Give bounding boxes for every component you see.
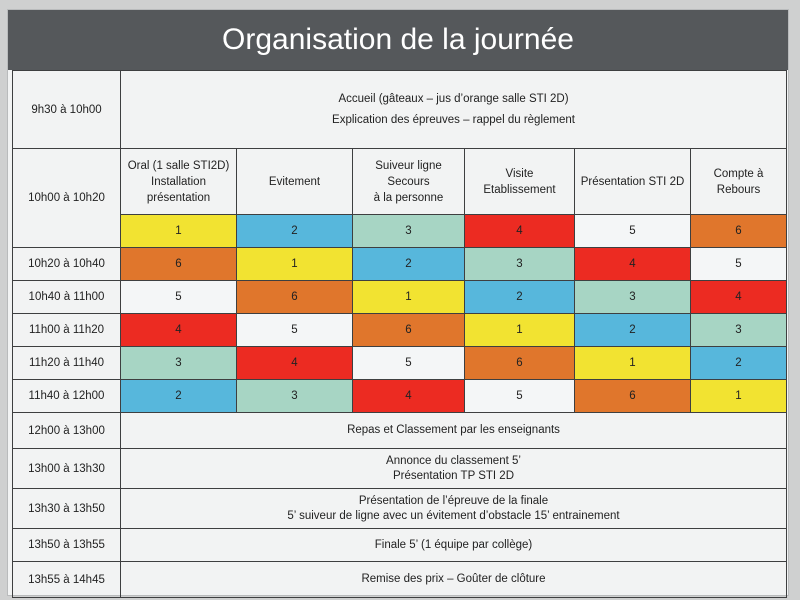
time-slot: 11h00 à 11h20 [13, 314, 121, 347]
group-cell: 4 [465, 215, 575, 248]
activity-header-line: Présentation STI 2D [580, 175, 685, 188]
afternoon-activity [121, 562, 787, 598]
schedule-row [13, 71, 787, 149]
activity-header-line: à la personne [373, 191, 444, 204]
activity-header-line: Evitement [268, 175, 321, 188]
afternoon-line: Présentation de l’épreuve de la finale [358, 494, 549, 507]
group-cell: 1 [575, 347, 691, 380]
afternoon-row [13, 489, 787, 529]
group-cell: 3 [237, 380, 353, 413]
accueil-line: Accueil (gâteaux – jus d’orange salle STI 2D) [338, 92, 569, 105]
activity-header-line: Visite Etablissement [483, 167, 556, 196]
activity-header-row [13, 149, 787, 215]
afternoon-row [13, 529, 787, 562]
time-slot: 10h00 à 10h20 [13, 149, 121, 248]
afternoon-line: 5’ suiveur de ligne avec un évitement d’obstacle 15’ entrainement [287, 509, 620, 522]
group-cell: 4 [121, 314, 237, 347]
group-cell: 3 [121, 347, 237, 380]
time-slot: 11h20 à 11h40 [13, 347, 121, 380]
time-slot: 13h00 à 13h30 [13, 449, 121, 489]
rotation-row [13, 215, 787, 248]
group-cell: 3 [465, 248, 575, 281]
activity-header [465, 149, 575, 215]
rotation-row [13, 347, 787, 380]
afternoon-line: Finale 5’ (1 équipe par collège) [374, 538, 533, 551]
rotation-row [13, 281, 787, 314]
group-cell: 3 [691, 314, 787, 347]
group-cell: 2 [691, 347, 787, 380]
time-slot: 9h30 à 10h00 [13, 71, 121, 149]
page-title: Organisation de la journée [8, 10, 788, 70]
group-cell: 5 [237, 314, 353, 347]
afternoon-activity [121, 489, 787, 529]
afternoon-activity [121, 413, 787, 449]
group-cell: 6 [353, 314, 465, 347]
group-cell: 3 [575, 281, 691, 314]
schedule-slide [8, 10, 788, 595]
group-cell: 1 [353, 281, 465, 314]
time-slot: 13h50 à 13h55 [13, 529, 121, 562]
afternoon-line: Remise des prix – Goûter de clôture [361, 573, 546, 585]
group-cell: 3 [353, 215, 465, 248]
group-cell: 5 [575, 215, 691, 248]
activity-header [575, 149, 691, 215]
time-slot: 13h55 à 14h45 [13, 562, 121, 598]
rotation-row [13, 248, 787, 281]
group-cell: 2 [575, 314, 691, 347]
rotation-row [13, 380, 787, 413]
afternoon-row [13, 413, 787, 449]
group-cell: 2 [465, 281, 575, 314]
group-cell: 6 [237, 281, 353, 314]
group-cell: 5 [353, 347, 465, 380]
group-cell: 6 [465, 347, 575, 380]
group-cell: 4 [691, 281, 787, 314]
group-cell: 6 [691, 215, 787, 248]
group-cell: 4 [353, 380, 465, 413]
afternoon-row [13, 449, 787, 489]
afternoon-line: Repas et Classement par les enseignants [347, 424, 560, 436]
activity-header-line: Oral (1 salle STI2D) [127, 159, 230, 172]
group-cell: 1 [465, 314, 575, 347]
group-cell: 4 [237, 347, 353, 380]
group-cell: 5 [691, 248, 787, 281]
afternoon-line: Annonce du classement 5’ [386, 454, 521, 467]
group-cell: 2 [353, 248, 465, 281]
afternoon-line: Présentation TP STI 2D [392, 469, 515, 482]
activity-header [353, 149, 465, 215]
schedule-table [12, 70, 787, 598]
afternoon-activity [121, 529, 787, 562]
activity-header-line: présentation [146, 191, 211, 204]
group-cell: 4 [575, 248, 691, 281]
accueil-text [121, 71, 787, 149]
group-cell: 1 [691, 380, 787, 413]
time-slot: 10h20 à 10h40 [13, 248, 121, 281]
activity-header [237, 149, 353, 215]
activity-header-line: Suiveur ligne Secours [375, 159, 442, 188]
group-cell: 5 [465, 380, 575, 413]
activity-header-line: Compte à Rebours [713, 167, 764, 196]
group-cell: 1 [121, 215, 237, 248]
activity-header-line: Installation [151, 175, 206, 188]
group-cell: 5 [121, 281, 237, 314]
time-slot: 12h00 à 13h00 [13, 413, 121, 449]
group-cell: 2 [237, 215, 353, 248]
afternoon-row [13, 562, 787, 598]
rotation-row [13, 314, 787, 347]
group-cell: 6 [121, 248, 237, 281]
time-slot: 13h30 à 13h50 [13, 489, 121, 529]
activity-header [121, 149, 237, 215]
accueil-line: Explication des épreuves – rappel du règlement [332, 113, 575, 126]
time-slot: 11h40 à 12h00 [13, 380, 121, 413]
group-cell: 1 [237, 248, 353, 281]
group-cell: 2 [121, 380, 237, 413]
time-slot: 10h40 à 11h00 [13, 281, 121, 314]
afternoon-activity [121, 449, 787, 489]
group-cell: 6 [575, 380, 691, 413]
activity-header [691, 149, 787, 215]
